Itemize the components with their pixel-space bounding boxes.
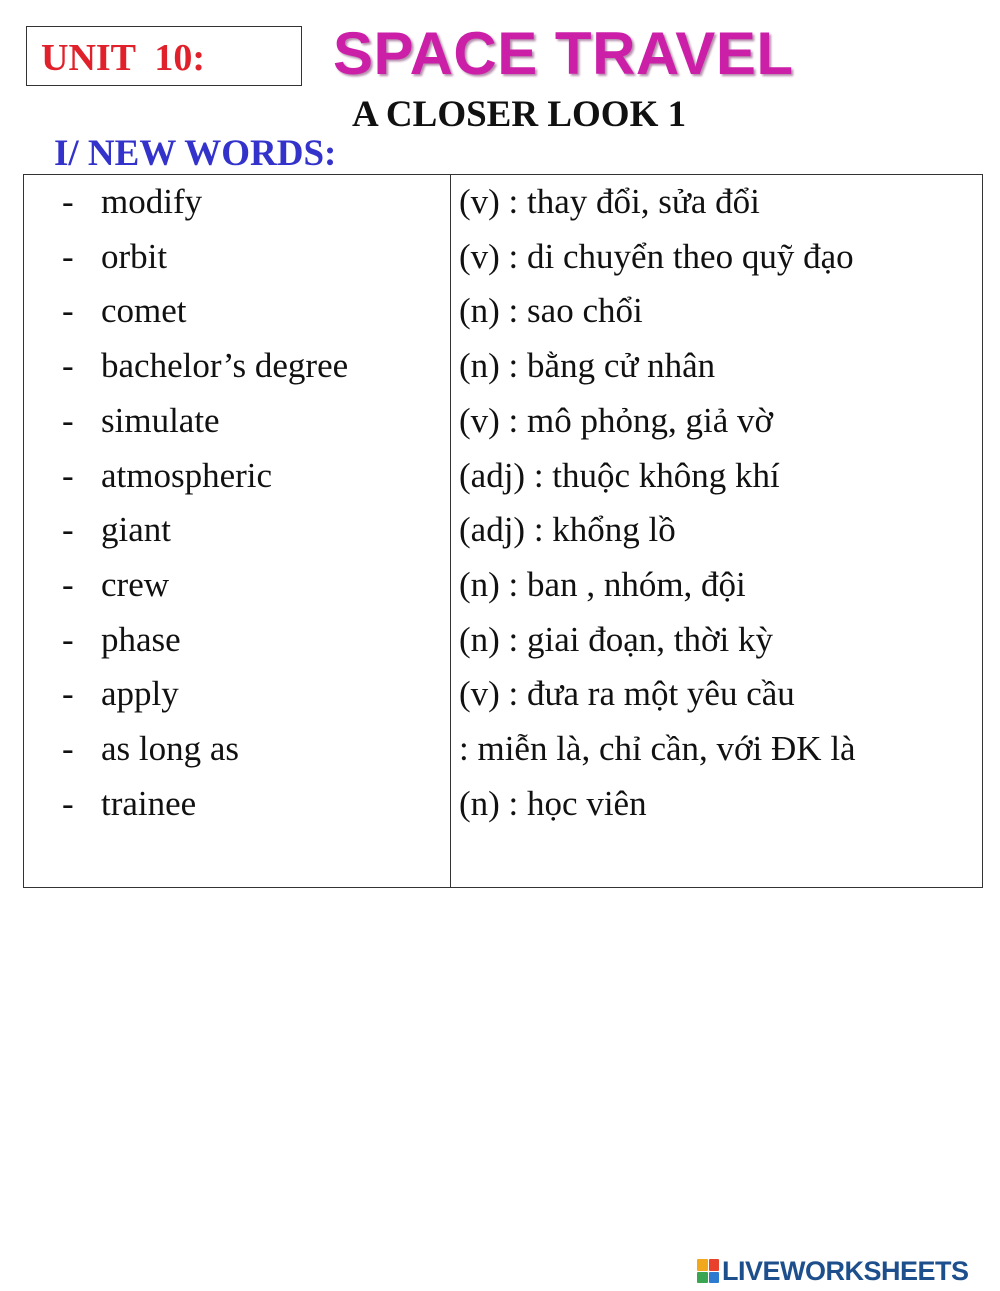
vocab-word: orbit xyxy=(101,236,168,276)
bullet-dash: - xyxy=(62,346,74,386)
vocab-word: comet xyxy=(101,291,187,331)
table-row xyxy=(24,394,982,448)
bullet-dash: - xyxy=(62,510,74,550)
table-row xyxy=(24,613,982,667)
logo-text: LIVEWORKSHEETS xyxy=(722,1255,969,1286)
table-row xyxy=(24,230,982,284)
vocab-word: crew xyxy=(101,564,170,604)
unit-label-box xyxy=(26,26,302,86)
vocab-meaning: (n) : bằng cử nhân xyxy=(459,346,716,386)
vocab-meaning: : miễn là, chỉ cần, với ĐK là xyxy=(459,729,856,768)
vocab-word: simulate xyxy=(101,400,220,440)
vocab-meaning: (n) : giai đoạn, thời kỳ xyxy=(459,619,774,659)
vocab-word: bachelor’s degree xyxy=(101,346,349,386)
table-row xyxy=(24,175,982,229)
liveworksheets-logo[interactable] xyxy=(697,1256,969,1286)
table-row xyxy=(24,667,982,721)
bullet-dash: - xyxy=(62,400,74,440)
bullet-dash: - xyxy=(62,564,74,604)
liveworksheets-icon xyxy=(697,1259,719,1283)
table-row xyxy=(24,449,982,503)
vocab-word: apply xyxy=(101,674,179,714)
vocab-word: as long as xyxy=(101,729,240,768)
vocab-meaning: (v) : thay đổi, sửa đổi xyxy=(459,182,760,221)
vocab-meaning: (v) : đưa ra một yêu cầu xyxy=(459,674,795,714)
table-row xyxy=(24,558,982,612)
vocab-meaning: (n) : ban , nhóm, đội xyxy=(459,564,746,604)
bullet-dash: - xyxy=(62,729,74,768)
vocab-meaning: (n) : học viên xyxy=(459,783,647,823)
vocab-word: atmospheric xyxy=(101,455,273,495)
bullet-dash: - xyxy=(62,783,74,823)
vocab-meaning: (n) : sao chổi xyxy=(459,291,643,331)
table-row xyxy=(24,722,982,776)
bullet-dash: - xyxy=(62,291,74,331)
vocab-word: modify xyxy=(101,182,203,221)
vocab-word: phase xyxy=(101,619,181,659)
table-row xyxy=(24,503,982,557)
bullet-dash: - xyxy=(62,236,74,276)
table-row xyxy=(24,284,982,338)
page-title: SPACE TRAVEL xyxy=(333,20,794,87)
vocabulary-table xyxy=(23,174,983,888)
lesson-subtitle: A CLOSER LOOK 1 xyxy=(352,94,687,135)
unit-label: UNIT 10: xyxy=(41,37,205,79)
vocab-meaning: (v) : mô phỏng, giả vờ xyxy=(459,400,774,440)
bullet-dash: - xyxy=(62,674,74,714)
bullet-dash: - xyxy=(62,619,74,659)
section-heading: I/ NEW WORDS: xyxy=(54,133,337,174)
table-row xyxy=(24,339,982,393)
table-row xyxy=(24,777,982,831)
vocab-word: trainee xyxy=(101,783,197,823)
vocab-meaning: (adj) : thuộc không khí xyxy=(459,455,780,495)
bullet-dash: - xyxy=(62,455,74,495)
vocab-meaning: (v) : di chuyển theo quỹ đạo xyxy=(459,236,854,276)
vocab-word: giant xyxy=(101,510,171,550)
vocab-meaning: (adj) : khổng lồ xyxy=(459,510,676,550)
bullet-dash: - xyxy=(62,182,74,221)
